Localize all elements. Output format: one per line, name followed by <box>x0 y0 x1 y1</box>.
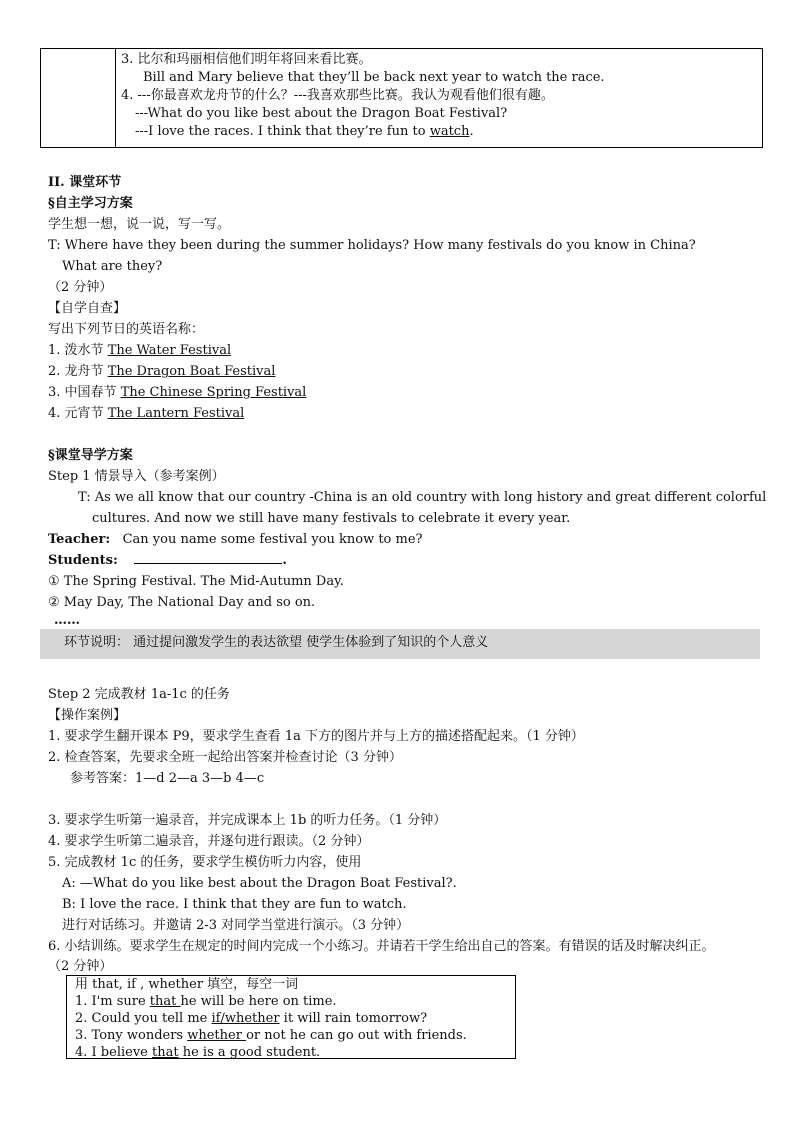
q-text: 4. I believe <box>75 1045 152 1060</box>
step2-item1: 1. 要求学生翻开课本 P9，要求学生查看 1a 下方的图片并与上方的描述搭配起来。（1 分钟） <box>48 729 584 744</box>
student-answer-2: ② May Day, The National Day and so on. <box>48 595 316 610</box>
item3-english: Bill and Mary believe that they’ll be back next year to watch the race. <box>143 70 605 85</box>
festival-item <box>48 382 306 403</box>
step2-item5: 5. 完成教材 1c 的任务，要求学生模仿听力内容，使用 <box>48 855 362 870</box>
teacher-intro-line1: T: As we all know that our country -China is an old country with long history and great different colorful <box>78 490 767 505</box>
festival-en: The Lantern Festival <box>107 406 245 421</box>
case-title: 【操作案例】 <box>48 708 127 723</box>
item3-chinese: 3. 比尔和玛丽相信他们明年将回来看比赛。 <box>121 52 372 67</box>
exercise-title: 用 that, if , whether 填空，每空一词 <box>75 977 299 992</box>
answer-blank <box>134 550 282 564</box>
teacher-question-line1: T: Where have they been during the summer holidays? How many festivals do you know in China? <box>48 238 696 253</box>
item4-chinese: 4. ---你最喜欢龙舟节的什么？---我喜欢那些比赛。我认为观看他们很有趣。 <box>121 88 554 103</box>
step2-item6-time: （2 分钟） <box>48 959 113 974</box>
festival-cn: 1. 泼水节 <box>48 343 104 358</box>
answer-period: . <box>469 124 474 139</box>
q-text: he will be here on time. <box>180 994 337 1009</box>
dialogue-a: A: —What do you like best about the Dragon Boat Festival?. <box>62 876 457 891</box>
students-end: . <box>282 553 287 568</box>
dialogue-practice: 进行对话练习。并邀请 2-3 对同学当堂进行演示。（3 分钟） <box>62 918 410 933</box>
teacher-intro-line2: cultures. And now we still have many festivals to celebrate it every year. <box>92 511 571 526</box>
exercise-q2 <box>75 1010 507 1027</box>
top-table <box>40 48 763 148</box>
section-heading: II. 课堂环节 <box>48 175 122 190</box>
q-answer: whether <box>187 1028 247 1043</box>
step2-item6: 6. 小结训练。要求学生在规定的时间内完成一个小练习。并请若干学生给出自己的答案。有错误的话及时解决纠正。 <box>48 939 715 954</box>
festival-en: The Water Festival <box>107 343 232 358</box>
step2-item3: 3. 要求学生听第一遍录音，并完成课本上 1b 的听力任务。（1 分钟） <box>48 813 447 828</box>
write-prompt: 写出下列节日的英语名称： <box>48 322 205 337</box>
q-answer: if/whether <box>211 1011 280 1026</box>
dialogue-b: B: I love the race. I think that they are fun to watch. <box>62 897 407 912</box>
festival-en: The Dragon Boat Festival <box>107 364 276 379</box>
festival-cn: 3. 中国春节 <box>48 385 117 400</box>
teacher-line <box>48 529 423 550</box>
item4-english-question: ---What do you like best about the Dragon Boat Festival? <box>135 106 508 121</box>
q-text: 1. I'm sure <box>75 994 150 1009</box>
reference-answer: 参考答案：1—d 2—a 3—b 4—c <box>70 771 265 786</box>
q-text: it will rain tomorrow? <box>279 1011 428 1026</box>
item4-english-answer <box>121 123 756 141</box>
table-content <box>121 51 756 141</box>
step2-item4: 4. 要求学生听第二遍录音，并逐句进行跟读。（2 分钟） <box>48 834 370 849</box>
answer-text: ---I love the races. I think that they’re fun to <box>135 124 430 139</box>
exercise-q4 <box>75 1044 507 1061</box>
exercise-box <box>66 975 516 1059</box>
teacher-label: Teacher: <box>48 532 111 547</box>
festival-item <box>48 340 231 361</box>
q-text: 2. Could you tell me <box>75 1011 212 1026</box>
ellipsis: …… <box>54 613 80 628</box>
guide-title: §课堂导学方案 <box>48 448 133 463</box>
exercise-q3 <box>75 1027 507 1044</box>
student-answer-1: ① The Spring Festival. The Mid-Autumn Day. <box>48 574 344 589</box>
answer-underlined-word: watch <box>429 124 470 139</box>
table-left-column <box>41 49 116 147</box>
teacher-text: Can you name some festival you know to me? <box>122 532 423 547</box>
intro-text: 学生想一想，说一说，写一写。 <box>48 217 231 232</box>
exercise-q1 <box>75 993 507 1010</box>
step1-title: Step 1 情景导入（参考案例） <box>48 469 225 484</box>
step2-item2: 2. 检查答案，先要求全班一起给出答案并检查讨论（3 分钟） <box>48 750 402 765</box>
students-label: Students: <box>48 553 118 568</box>
students-line <box>48 550 287 571</box>
q-text: or not he can go out with friends. <box>246 1028 467 1043</box>
note-bar <box>40 629 760 659</box>
festival-cn: 2. 龙舟节 <box>48 364 104 379</box>
q-answer: that <box>149 994 181 1009</box>
step2-title: Step 2 完成教材 1a-1c 的任务 <box>48 687 230 702</box>
festival-item <box>48 361 275 382</box>
festival-cn: 4. 元宵节 <box>48 406 104 421</box>
festival-en: The Chinese Spring Festival <box>120 385 307 400</box>
time-note: （2 分钟） <box>48 280 113 295</box>
note-text: 环节说明： 通过提问激发学生的表达欲望 使学生体验到了知识的个人意义 <box>64 635 489 650</box>
festival-item <box>48 403 244 424</box>
q-text: 3. Tony wonders <box>75 1028 188 1043</box>
self-check-title: 【自学自查】 <box>48 301 127 316</box>
q-text: he is a good student. <box>178 1045 321 1060</box>
teacher-question-line2: What are they? <box>62 259 163 274</box>
q-answer: that <box>152 1045 179 1060</box>
self-study-title: §自主学习方案 <box>48 196 133 211</box>
